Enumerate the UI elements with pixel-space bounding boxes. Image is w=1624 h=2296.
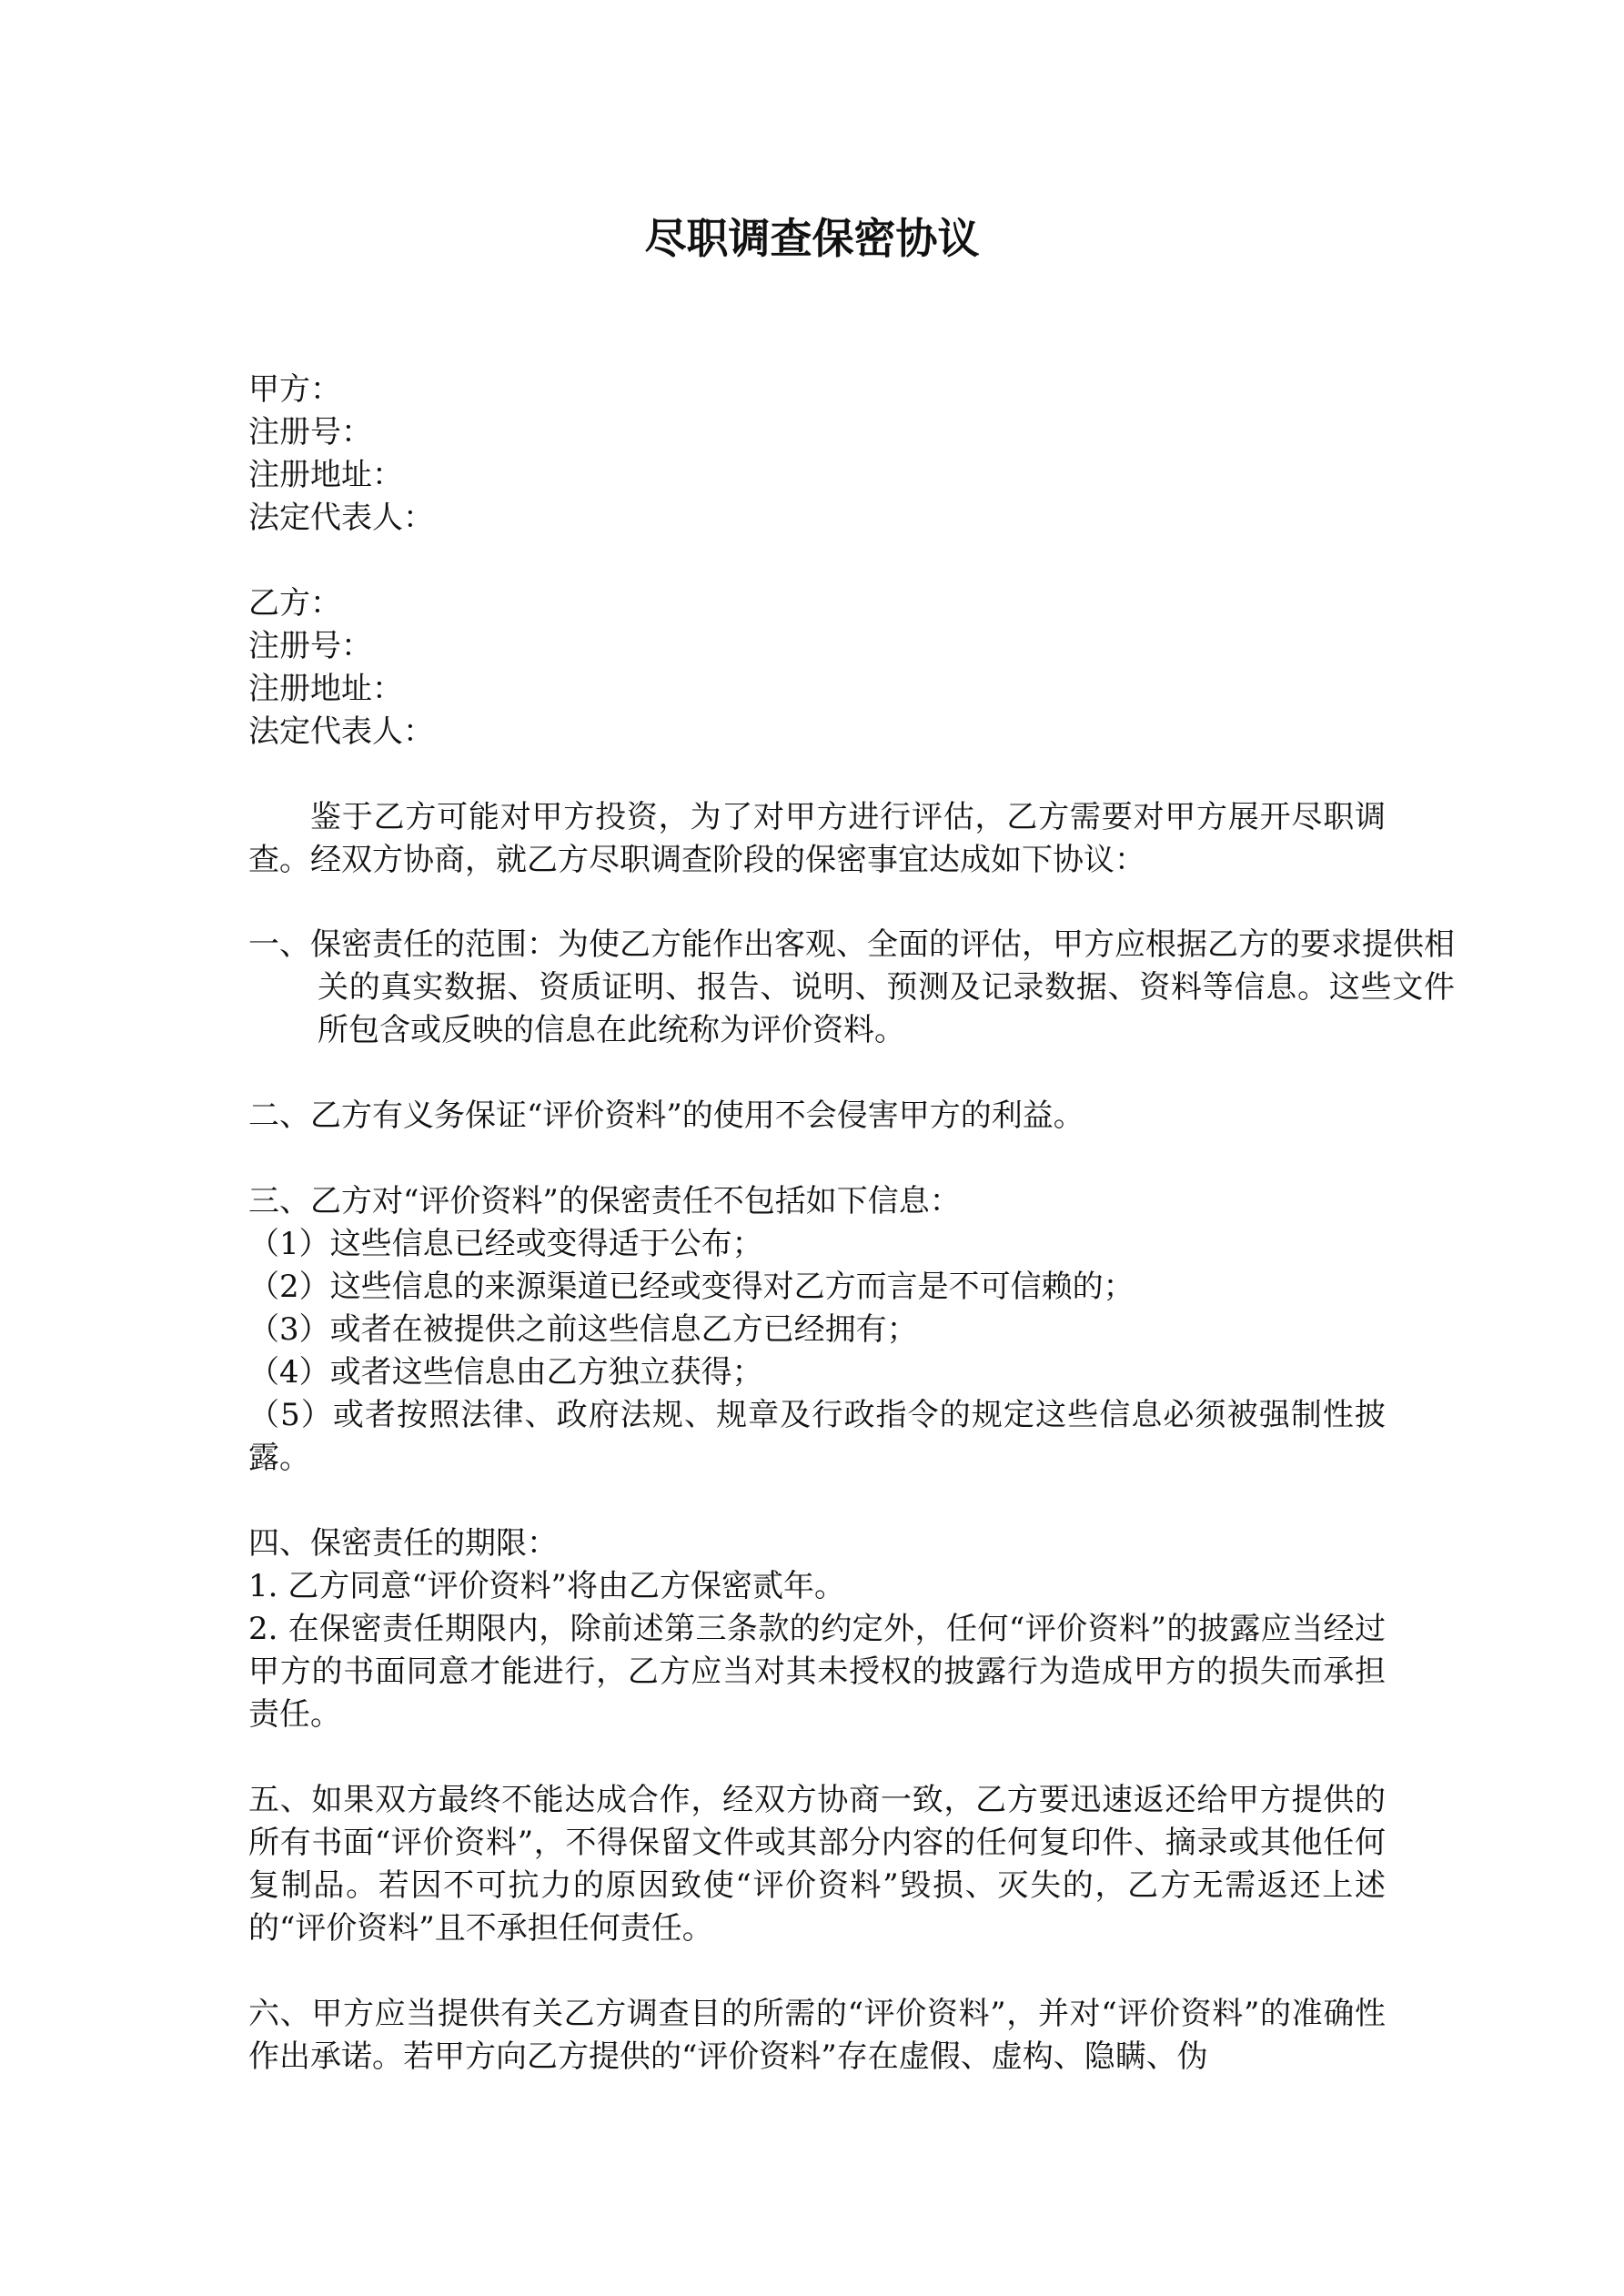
clause-3-item-2: （2）这些信息的来源渠道已经或变得对乙方而言是不可信赖的； <box>248 1269 1135 1305</box>
clause-1-paragraph: 一、保密责任的范围：为使乙方能作出客观、全面的评估，甲方应根据乙方的要求提供相关的真实数据、资质证明、报告、说明、预测及记录数据、资料等信息。这些文件所包含或反映的信息在此统称为评价资料。 <box>248 926 1455 1048</box>
party-b-block <box>248 582 1386 754</box>
clause-6-paragraph: 六、甲方应当提供有关乙方调查目的所需的“评价资料”，并对“评价资料”的准确性作出承诺。若甲方向乙方提供的“评价资料”存在虚假、虚构、隐瞒、伪 <box>248 1996 1386 2075</box>
clause-4-heading: 四、保密责任的期限： <box>248 1525 558 1562</box>
party-b-reg-no-label: 注册号： <box>248 628 372 664</box>
clause-4-item-1: 1. 乙方同意“评价资料”将由乙方保密贰年。 <box>248 1568 846 1604</box>
clause-3-heading: 三、乙方对“评价资料”的保密责任不包括如下信息： <box>248 1183 961 1219</box>
document-title: 尽职调查保密协议 <box>644 214 980 263</box>
party-a-block <box>248 369 1386 540</box>
party-a-name-label: 甲方： <box>248 371 341 408</box>
clause-3-item-5: （5）或者按照法律、政府法规、规章及行政指令的规定这些信息必须被强制性披露。 <box>248 1397 1386 1476</box>
clause-2-paragraph: 二、乙方有义务保证“评价资料”的使用不会侵害甲方的利益。 <box>248 1097 1084 1134</box>
party-b-reg-address-label: 注册地址： <box>248 671 403 707</box>
clause-3-item-3: （3）或者在被提供之前这些信息乙方已经拥有； <box>248 1311 918 1348</box>
party-b-name-label: 乙方： <box>248 585 341 622</box>
clause-3-item-4: （4）或者这些信息由乙方独立获得； <box>248 1354 763 1391</box>
clause-4-section <box>248 1522 1386 1736</box>
party-a-reg-address-label: 注册地址： <box>248 457 403 493</box>
clause-3-item-1: （1）这些信息已经或变得适于公布； <box>248 1226 763 1262</box>
preamble-paragraph: 鉴于乙方可能对甲方投资，为了对甲方进行评估，乙方需要对甲方展开尽职调查。经双方协商，就乙方尽职调查阶段的保密事宜达成如下协议： <box>248 799 1386 878</box>
party-b-legal-rep-label: 法定代表人： <box>248 713 434 750</box>
party-a-legal-rep-label: 法定代表人： <box>248 500 434 536</box>
party-a-reg-no-label: 注册号： <box>248 414 372 450</box>
clause-4-item-2: 2. 在保密责任期限内，除前述第三条款的约定外，任何“评价资料”的披露应当经过甲方的书面同意才能进行，乙方应当对其未授权的披露行为造成甲方的损失而承担责任。 <box>248 1611 1386 1733</box>
clause-3-section <box>248 1180 1386 1480</box>
clause-5-paragraph: 五、如果双方最终不能达成合作，经双方协商一致，乙方要迅速返还给甲方提供的所有书面“评价资料”，不得保留文件或其部分内容的任何复印件、摘录或其他任何复制品。若因不可抗力的原因致使“评价资料”毁损、灭失的，乙方无需返还上述的“评价资料”且不承担任何责任。 <box>248 1782 1386 1947</box>
